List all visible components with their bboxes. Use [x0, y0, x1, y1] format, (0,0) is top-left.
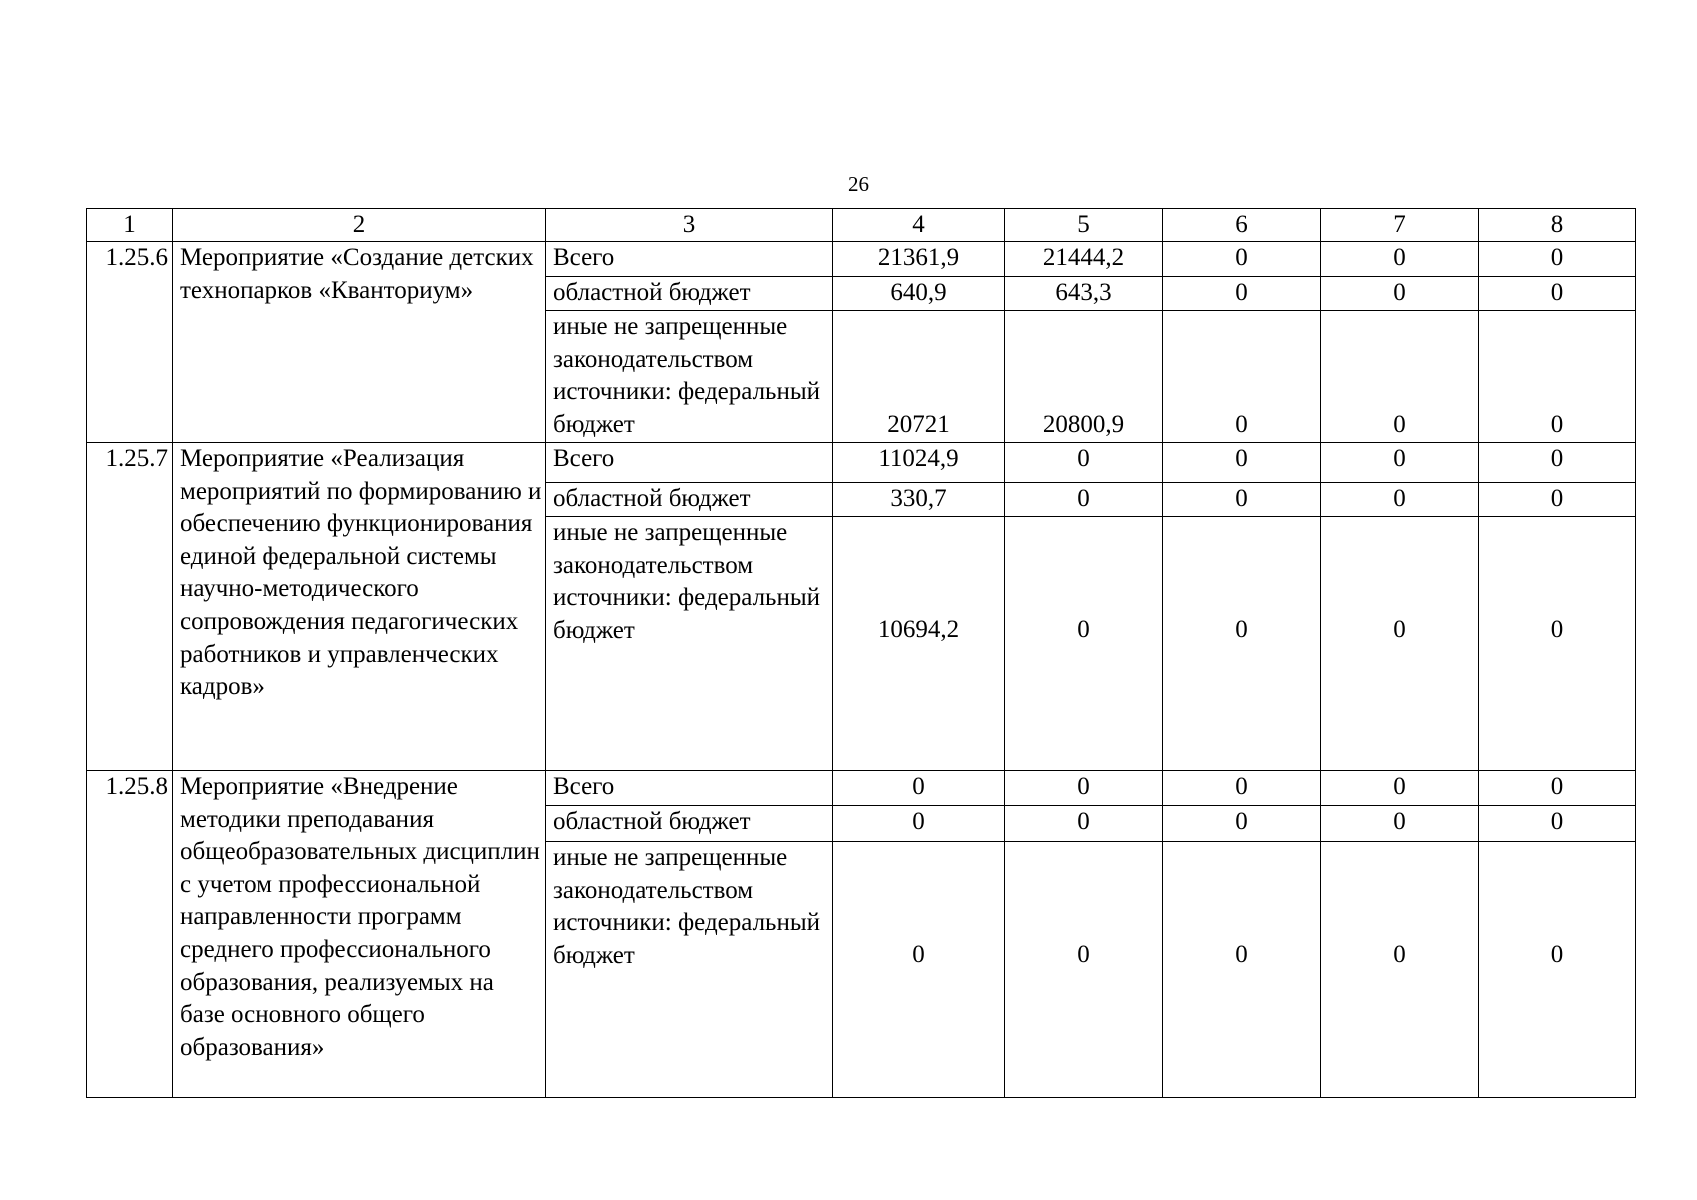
value-cell: 0 — [1479, 517, 1636, 771]
value-cell: 0 — [1163, 277, 1321, 311]
header-cell: 2 — [173, 209, 546, 242]
value-cell: 0 — [1479, 806, 1636, 842]
header-cell: 6 — [1163, 209, 1321, 242]
header-cell: 7 — [1321, 209, 1479, 242]
value-cell: 20721 — [833, 311, 1005, 443]
value-cell: 0 — [1005, 771, 1163, 806]
source-label: областной бюджет — [546, 277, 833, 311]
value-cell: 0 — [1479, 842, 1636, 1098]
value-cell: 0 — [1479, 483, 1636, 517]
source-label: областной бюджет — [546, 483, 833, 517]
value-cell: 0 — [833, 806, 1005, 842]
item-number: 1.25.6 — [87, 242, 173, 443]
value-cell: 0 — [1321, 242, 1479, 277]
value-cell: 330,7 — [833, 483, 1005, 517]
value-cell: 0 — [1479, 277, 1636, 311]
value-cell: 21361,9 — [833, 242, 1005, 277]
value-cell: 0 — [1163, 443, 1321, 483]
header-cell: 8 — [1479, 209, 1636, 242]
value-cell: 0 — [1479, 242, 1636, 277]
value-cell: 0 — [1321, 277, 1479, 311]
header-cell: 4 — [833, 209, 1005, 242]
source-label: иные не запрещенные законодательством источники: федеральный бюджет — [546, 311, 833, 443]
source-label: иные не запрещенные законодательством источники: федеральный бюджет — [546, 842, 833, 1098]
source-label: Всего — [546, 771, 833, 806]
value-cell: 643,3 — [1005, 277, 1163, 311]
value-cell: 0 — [1321, 483, 1479, 517]
value-cell: 0 — [1163, 517, 1321, 771]
value-cell: 11024,9 — [833, 443, 1005, 483]
value-cell: 0 — [1321, 443, 1479, 483]
value-cell: 0 — [1479, 311, 1636, 443]
value-cell: 0 — [1321, 517, 1479, 771]
value-cell: 20800,9 — [1005, 311, 1163, 443]
source-label: Всего — [546, 443, 833, 483]
value-cell: 0 — [1321, 311, 1479, 443]
value-cell: 0 — [1163, 311, 1321, 443]
page-number: 26 — [848, 172, 869, 196]
value-cell: 21444,2 — [1005, 242, 1163, 277]
value-cell: 0 — [1321, 842, 1479, 1098]
value-cell: 0 — [1163, 806, 1321, 842]
value-cell: 0 — [1005, 517, 1163, 771]
item-name: Мероприятие «Внедрение методики преподавания общеобразовательных дисциплин с учетом профессиональной направленности программ среднего профессионального образования, реализуемых на базе основного общего образования» — [173, 771, 546, 1098]
item-name: Мероприятие «Создание детских технопарков «Кванториум» — [173, 242, 546, 443]
value-cell: 0 — [1321, 806, 1479, 842]
value-cell: 0 — [1005, 806, 1163, 842]
value-cell: 10694,2 — [833, 517, 1005, 771]
item-name: Мероприятие «Реализация мероприятий по формированию и обеспечению функционирования единой федеральной системы научно-методического сопровождения педагогических работников и управленческих кадров» — [173, 443, 546, 771]
header-cell: 1 — [87, 209, 173, 242]
value-cell: 0 — [1005, 443, 1163, 483]
value-cell: 0 — [833, 771, 1005, 806]
header-cell: 5 — [1005, 209, 1163, 242]
source-label: областной бюджет — [546, 806, 833, 842]
item-number: 1.25.7 — [87, 443, 173, 771]
value-cell: 0 — [1321, 771, 1479, 806]
table-row — [87, 771, 1636, 806]
value-cell: 0 — [1163, 483, 1321, 517]
value-cell: 0 — [1163, 771, 1321, 806]
header-cell: 3 — [546, 209, 833, 242]
value-cell: 0 — [1005, 842, 1163, 1098]
table-row — [87, 242, 1636, 277]
value-cell: 0 — [833, 842, 1005, 1098]
value-cell: 0 — [1479, 771, 1636, 806]
value-cell: 640,9 — [833, 277, 1005, 311]
value-cell: 0 — [1005, 483, 1163, 517]
source-label: иные не запрещенные законодательством источники: федеральный бюджет — [546, 517, 833, 771]
item-number: 1.25.8 — [87, 771, 173, 1098]
source-label: Всего — [546, 242, 833, 277]
value-cell: 0 — [1479, 443, 1636, 483]
value-cell: 0 — [1163, 242, 1321, 277]
header-row — [87, 209, 1636, 242]
value-cell: 0 — [1163, 842, 1321, 1098]
table-row — [87, 443, 1636, 483]
budget-table — [86, 208, 1636, 1098]
